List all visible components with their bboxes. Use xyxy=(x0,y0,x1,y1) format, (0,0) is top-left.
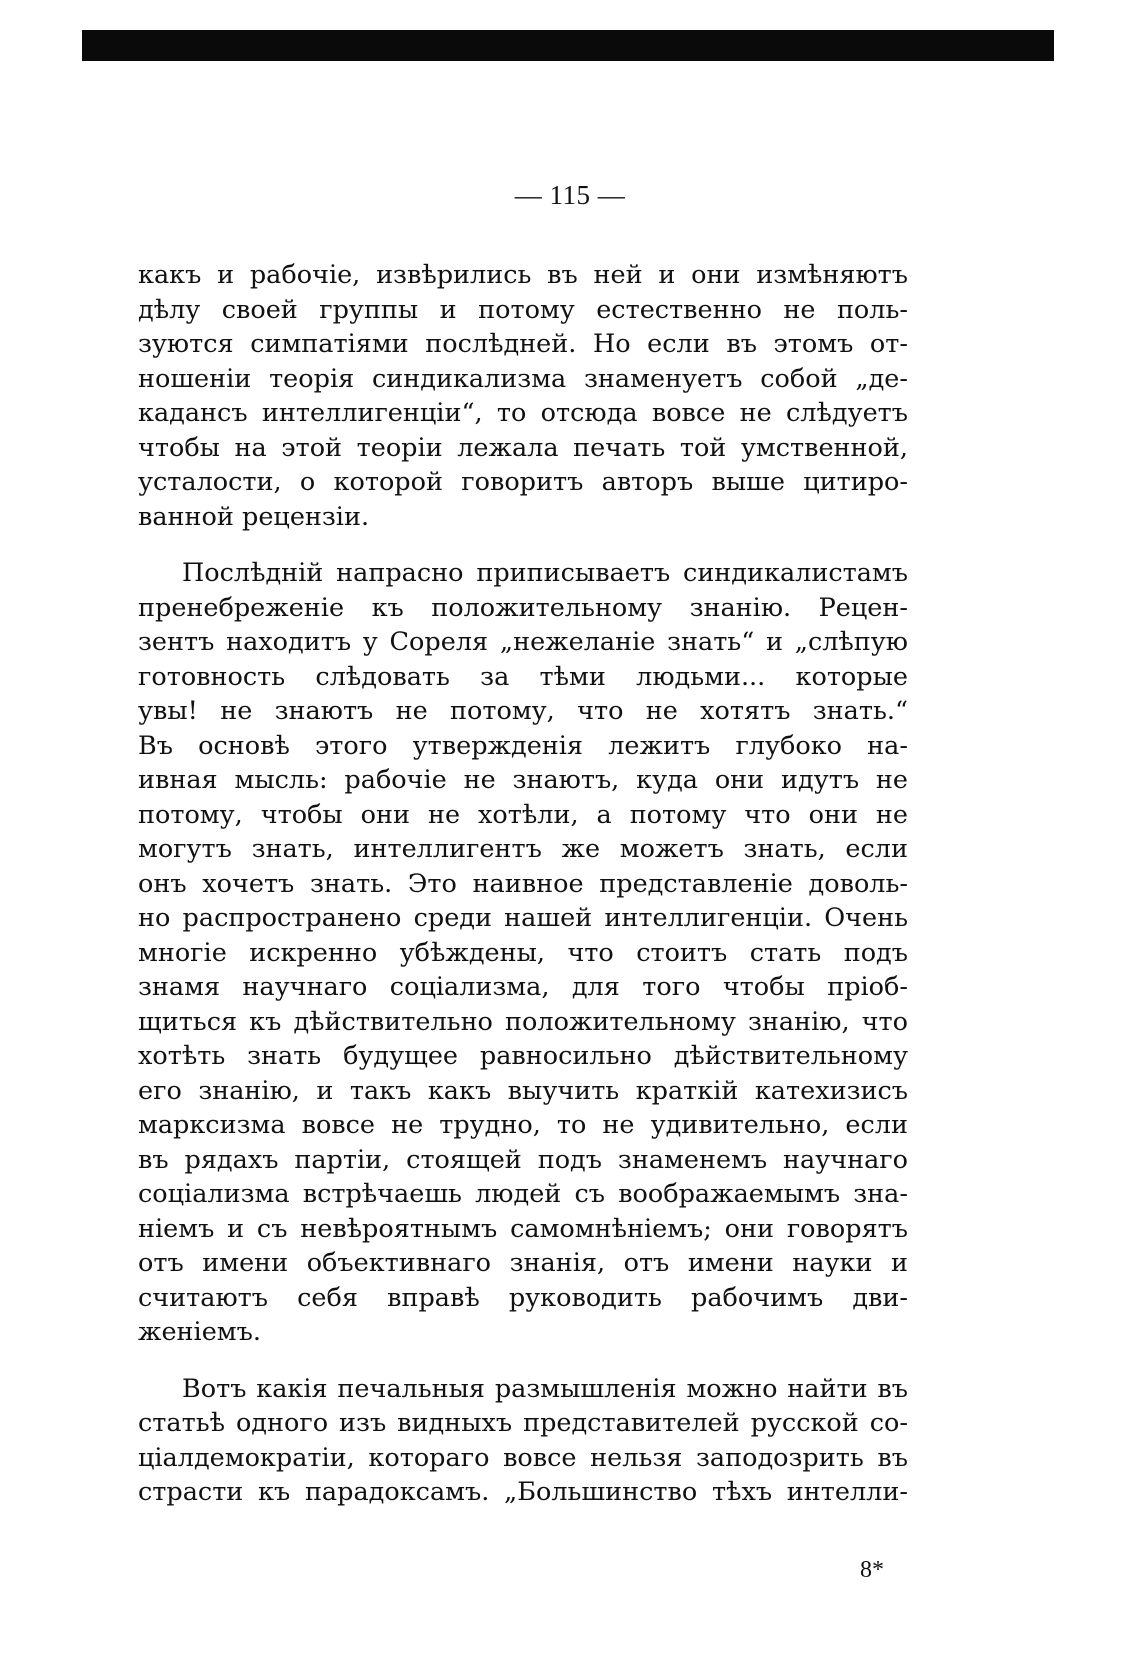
text-line: его знанію, и такъ какъ выучить краткій катехизисъ xyxy=(138,1075,908,1106)
text-line: ніемъ и съ невѣроятнымъ самомнѣніемъ; они говорятъ xyxy=(138,1213,908,1244)
text-line: кадансъ интеллигенціи“, то отсюда вовсе не слѣдуетъ xyxy=(138,398,908,428)
text-line: могутъ знать, интеллигентъ же можетъ знать, если xyxy=(138,834,908,864)
paragraph-1 xyxy=(138,258,908,534)
text-line: считаютъ себя вправѣ руководить рабочимъ дви- xyxy=(138,1282,908,1313)
text-line: ванной рецензіи. xyxy=(138,501,370,532)
paragraph-3 xyxy=(138,1372,908,1510)
signature-mark: 8* xyxy=(860,1557,884,1583)
text-line: онъ хочетъ знать. Это наивное представленіе доволь- xyxy=(138,868,908,899)
text-line: въ рядахъ партіи, стоящей подъ знаменемъ научнаго xyxy=(138,1144,908,1175)
text-line: чтобы на этой теоріи лежала печать той умственной, xyxy=(138,432,908,463)
text-line: дѣлу своей группы и потому естественно не поль- xyxy=(138,294,908,325)
text-line: усталости, о которой говоритъ авторъ выше цитиро- xyxy=(138,467,908,497)
text-line: зуются симпатіями послѣдней. Но если въ этомъ от- xyxy=(138,329,908,359)
text-line: ціалдемократіи, котораго вовсе нельзя заподозрить въ xyxy=(138,1442,908,1473)
text-line: ивная мысль: рабочіе не знаютъ, куда они идутъ не xyxy=(138,765,908,795)
text-line: отъ имени объективнаго знанія, отъ имени науки и xyxy=(138,1248,908,1278)
page-body xyxy=(138,258,908,1510)
text-line: увы! не знаютъ не потому, что не хотятъ знать.“ xyxy=(138,696,908,726)
text-line: зентъ находитъ у Сореля „нежеланіе знать“ и „слѣпую xyxy=(138,627,908,657)
text-line: женіемъ. xyxy=(138,1317,261,1347)
text-line: потому, чтобы они не хотѣли, а потому что они не xyxy=(138,799,908,830)
paragraph-2 xyxy=(138,556,908,1350)
text-line: страсти къ парадоксамъ. „Большинство тѣхъ интелли- xyxy=(138,1477,908,1507)
text-line: но распространено среди нашей интеллигенціи. Очень xyxy=(138,903,908,933)
text-line: готовность слѣдовать за тѣми людьми... которые xyxy=(138,661,908,692)
page-number: — 115 — xyxy=(514,180,626,210)
text-line: соціализма встрѣчаешь людей съ воображаемымъ зна- xyxy=(138,1179,908,1209)
text-line: многіе искренно убѣждены, что стоитъ стать подъ xyxy=(138,937,908,968)
text-line: какъ и рабочіе, извѣрились въ ней и они измѣняютъ xyxy=(138,260,908,290)
text-line: Вотъ какія печальныя размышленія можно найти въ xyxy=(182,1373,908,1404)
text-line: Послѣдній напрасно приписываетъ синдикалистамъ xyxy=(182,558,908,588)
scan-top-border xyxy=(82,30,1054,61)
text-line: знамя научнаго соціализма, для того чтобы пріоб- xyxy=(138,972,908,1002)
text-line: хотѣть знать будущее равносильно дѣйствительному xyxy=(138,1041,908,1071)
text-line: марксизма вовсе не трудно, то не удивительно, если xyxy=(138,1110,908,1140)
text-line: ношеніи теорія синдикализма знаменуетъ собой „де- xyxy=(138,363,908,394)
text-line: статьѣ одного изъ видныхъ представителей русской со- xyxy=(138,1408,908,1438)
text-line: Въ основѣ этого утвержденія лежитъ глубоко на- xyxy=(138,730,908,761)
text-line: пренебреженіе къ положительному знанію. Рецен- xyxy=(138,592,908,623)
text-line: щиться къ дѣйствительно положительному знанію, что xyxy=(138,1006,908,1037)
